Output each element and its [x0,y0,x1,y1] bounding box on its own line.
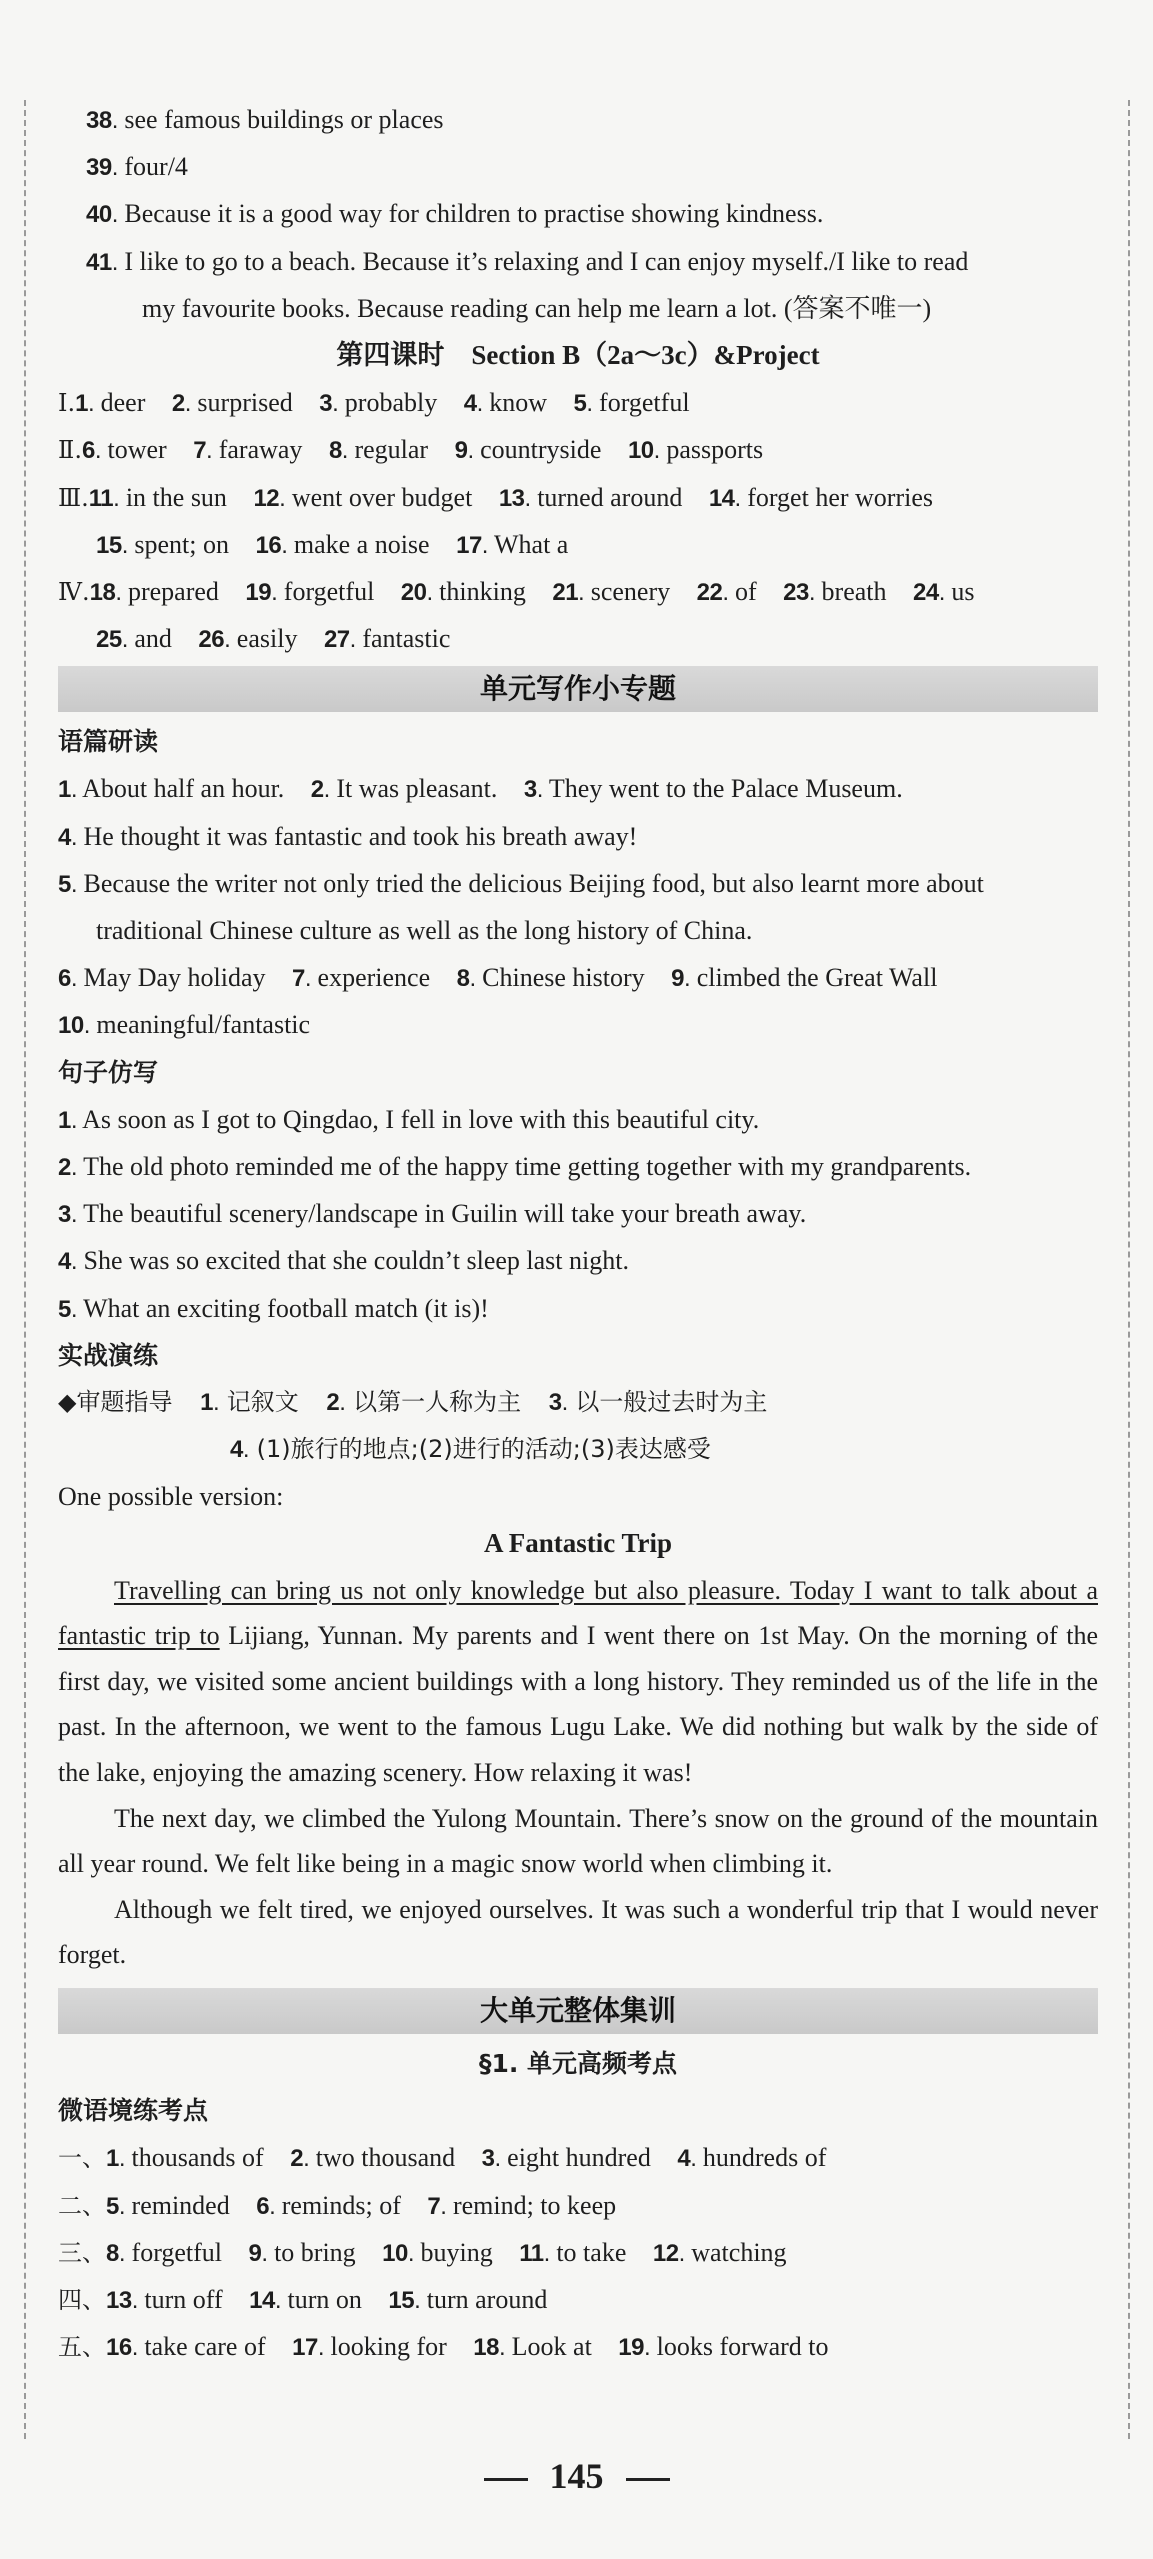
answer-39: 39 . four/4 [58,143,1098,190]
imitation-label: 句子仿写 [58,1057,159,1087]
writing-topic-banner: 单元写作小专题 [58,666,1098,712]
section-title: §1. 单元高频考点 [478,2048,678,2078]
micro-row-2: 二、5 . reminded 6 . reminds; of 7 . remind; to keep [58,2182,1098,2229]
reading-row-5: 10 . meaningful/fantastic [58,1001,1098,1048]
reading-row-1: 1 . About half an hour. 2 . It was pleasant. 3 . They went to the Palace Museum. [58,765,1098,812]
answer-41-cont: my favourite books. Because reading can help me learn a lot. (答案不唯一) [142,293,932,323]
lesson-row-3b: 15 . spent; on 16 . make a noise 17 . What a [58,521,1098,568]
micro-row-3: 三、8 . forgetful 9 . to bring 10 . buying 11 . to take 12 . watching [58,2229,1098,2276]
reading-row-2: 4 . He thought it was fantastic and took his breath away! [58,813,1098,860]
model-essay [58,1568,1098,1978]
reading-row-3: 5 . Because the writer not only tried the delicious Beijing food, but also learnt more about [58,860,1098,907]
answer-page [58,96,1098,2370]
imitation-5: 5 . What an exciting football match (it is)! [58,1285,1098,1332]
guide-label: ◆审题指导 [58,1387,173,1416]
imitation-3: 3 . The beautiful scenery/landscape in Guilin will take your breath away. [58,1190,1098,1237]
guide-row-1: ◆审题指导 1 . 记叙文 2 . 以第一人称为主 3 . 以一般过去时为主 [58,1379,1098,1426]
essay-paragraph-1: Travelling can bring us not only knowledge but also pleasure. Today I want to talk about a fantastic trip to Lijiang, Yunnan. My parents and I went there on 1st May. On the morning of the first day, we visited some ancient buildings with a long history. They reminded us of the life in the past. In the afternoon, we went to the famous Lugu Lake. We did nothing but walk by the side of the lake, enjoying the amazing scenery. How relaxing it was! [58,1575,1098,1787]
lesson-row-3: Ⅲ.11 . in the sun 12 . went over budget 13 . turned around 14 . forget her worries [58,474,1098,521]
essay-topic-sentence: Travelling can bring us not only knowledge but also pleasure. Today I want to talk about a fantastic trip to [58,1575,1098,1651]
dash-left [484,2478,528,2481]
imitation-4: 4 . She was so excited that she couldn’t sleep last night. [58,1237,1098,1284]
essay-paragraph-3: Although we felt tired, we enjoyed ourselves. It was such a wonderful trip that I would never forget. [58,1894,1098,1970]
answer-38: 38 . see famous buildings or places [58,96,1098,143]
possible-version-label: One possible version: [58,1482,284,1512]
essay-paragraph-2: The next day, we climbed the Yulong Mountain. There’s snow on the ground of the mountain all year round. We felt like being in a magic snow world when climbing it. [58,1803,1098,1879]
answer-40: 40 . Because it is a good way for children to practise showing kindness. [58,190,1098,237]
lesson-row-4b: 25 . and 26 . easily 27 . fantastic [58,615,1098,662]
reading-row-3-cont: traditional Chinese culture as well as the long history of China. [96,916,753,945]
micro-row-5: 五、16 . take care of 17 . looking for 18 . Look at 19 . looks forward to [58,2323,1098,2370]
dash-right [626,2478,670,2481]
reading-row-4: 6 . May Day holiday 7 . experience 8 . Chinese history 9 . climbed the Great Wall [58,954,1098,1001]
practice-label: 实战演练 [58,1340,159,1370]
lesson-row-1: Ⅰ.1 . deer 2 . surprised 3 . probably 4 . know 5 . forgetful [58,379,1098,426]
micro-label: 微语境练考点 [58,2096,209,2126]
guide-row-2: 4 . (1)旅行的地点;(2)进行的活动;(3)表达感受 [58,1426,1098,1473]
micro-row-1: 一、1 . thousands of 2 . two thousand 3 . eight hundred 4 . hundreds of [58,2134,1098,2181]
lesson-title: 第四课时 Section B（2a～3c）&Project [336,339,820,370]
answer-41: 41 . I like to go to a beach. Because it’s relaxing and I can enjoy myself./I like to read [58,238,1098,285]
imitation-2: 2 . The old photo reminded me of the happy time getting together with my grandparents. [58,1143,1098,1190]
lesson-row-4: Ⅳ.18 . prepared 19 . forgetful 20 . thinking 21 . scenery 22 . of 23 . breath 24 . us [58,568,1098,615]
reading-label: 语篇研读 [58,727,159,757]
right-page-edge [1128,100,1130,2439]
unit-training-banner: 大单元整体集训 [58,1988,1098,2034]
micro-row-4: 四、13 . turn off 14 . turn on 15 . turn around [58,2276,1098,2323]
lesson-row-2: Ⅱ.6 . tower 7 . faraway 8 . regular 9 . countryside 10 . passports [58,426,1098,473]
left-page-edge [24,100,26,2439]
page-number: 145 [0,2455,1153,2497]
essay-title: A Fantastic Trip [483,1528,672,1559]
imitation-1: 1 . As soon as I got to Qingdao, I fell in love with this beautiful city. [58,1096,1098,1143]
